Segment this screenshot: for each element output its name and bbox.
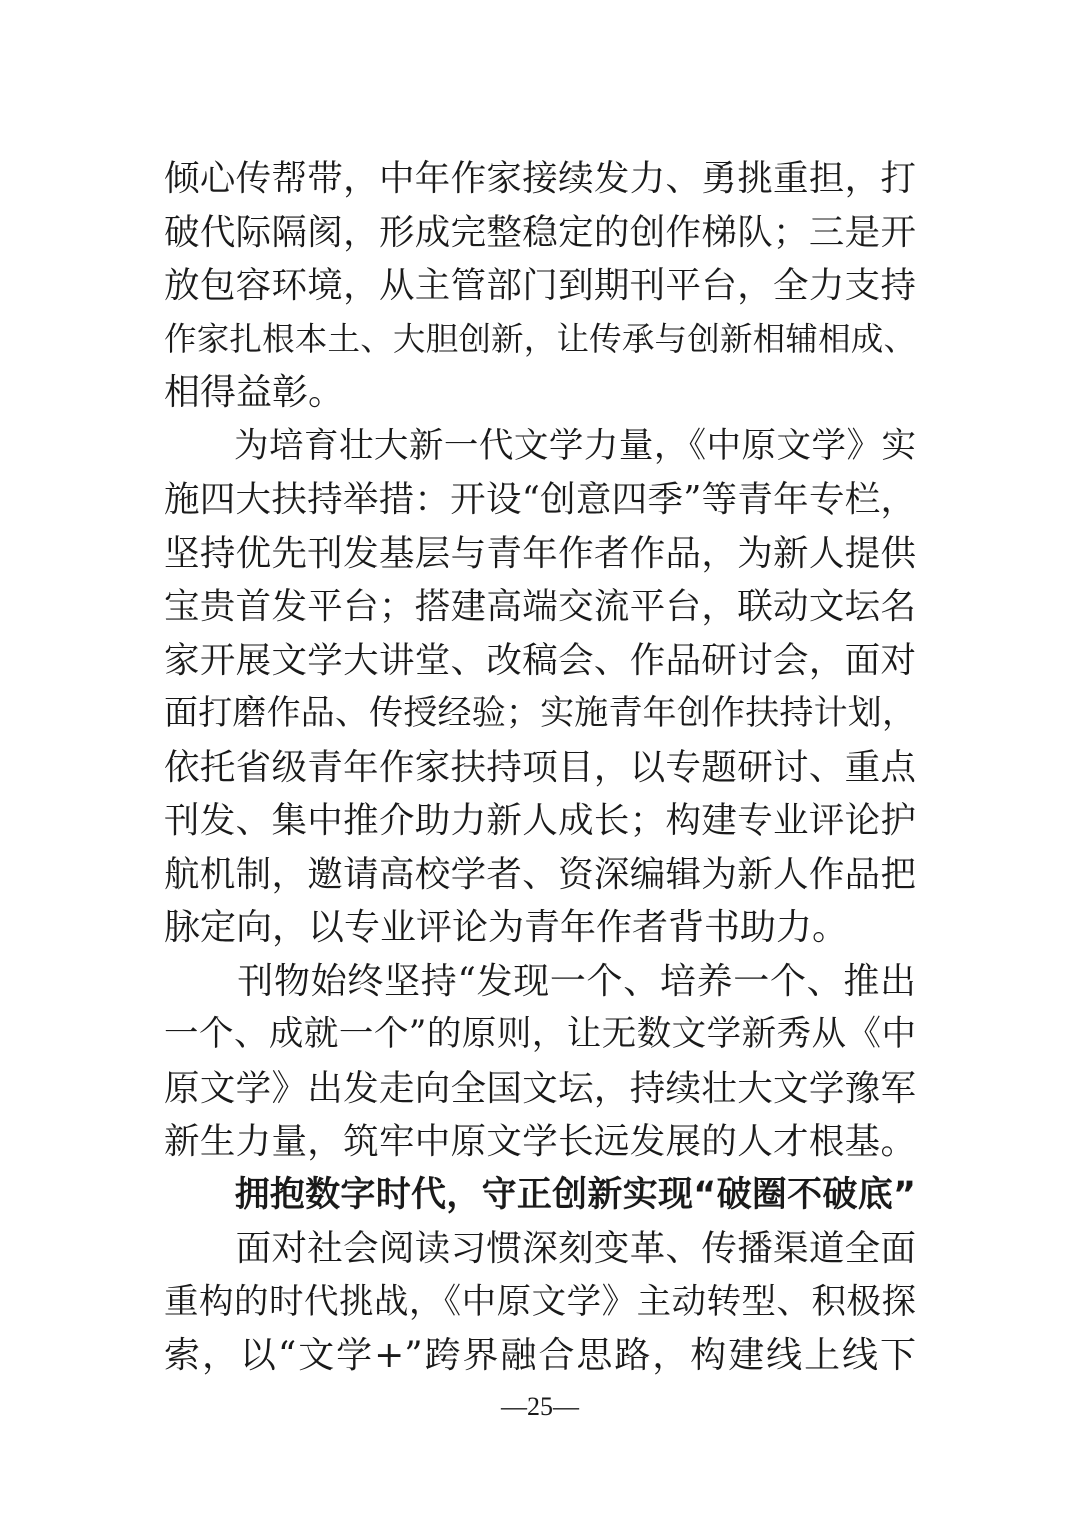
text-line: 航机制，邀请高校学者、资深编辑为新人作品把 [164,853,916,895]
text-line: 面对社会阅读习惯深刻变革、传播渠道全面 [164,1228,916,1269]
text-line: 重构的时代挑战，《中原文学》主动转型、积极探 [164,1281,916,1322]
text-line: 放包容环境，从主管部门到期刊平台，全力支持 [164,265,916,306]
text-line: 脉定向，以专业评论为青年作者背书助力。 [164,907,849,948]
text-line: 索，以“文学+”跨界融合思路，构建线上线下 [164,1335,916,1376]
body-text [164,152,916,1383]
text-line: 新生力量，筑牢中原文学长远发展的人才根基。 [164,1121,916,1162]
text-line: 坚持优先刊发基层与青年作者作品，为新人提供 [164,532,916,574]
text-line: 破代际隔阂，形成完整稳定的创作梯队；三是开 [164,211,916,253]
text-line: 为培育壮大新一代文学力量，《中原文学》实 [164,425,916,466]
text-line: 施四大扶持举措：开设“创意四季”等青年专栏， [164,479,916,520]
text-line: 刊发、集中推介助力新人成长；构建专业评论护 [164,800,916,841]
text-line: 原文学》出发走向全国文坛，持续壮大文学豫军 [164,1067,916,1109]
text-line: 刊物始终坚持“发现一个、培养一个、推出 [164,960,916,1002]
text-line: 宝贵首发平台；搭建高端交流平台，联动文坛名 [164,586,916,627]
text-line: 家开展文学大讲堂、改稿会、作品研讨会，面对 [164,639,916,681]
text-line: 面打磨作品、传授经验；实施青年创作扶持计划， [164,693,916,733]
text-line: 作家扎根本土、大胆创新，让传承与创新相辅相成、 [164,319,916,358]
text-line: 相得益彰。 [164,372,345,413]
text-line: 一个、成就一个”的原则，让无数文学新秀从《中 [164,1014,916,1054]
section-heading: 拥抱数字时代，守正创新实现“破圈不破底” [164,1174,916,1215]
text-line: 倾心传帮带，中年作家接续发力、勇挑重担，打 [164,158,916,199]
text-line: 依托省级青年作家扶持项目，以专题研讨、重点 [164,746,916,788]
page-number: —25— [501,1392,579,1421]
